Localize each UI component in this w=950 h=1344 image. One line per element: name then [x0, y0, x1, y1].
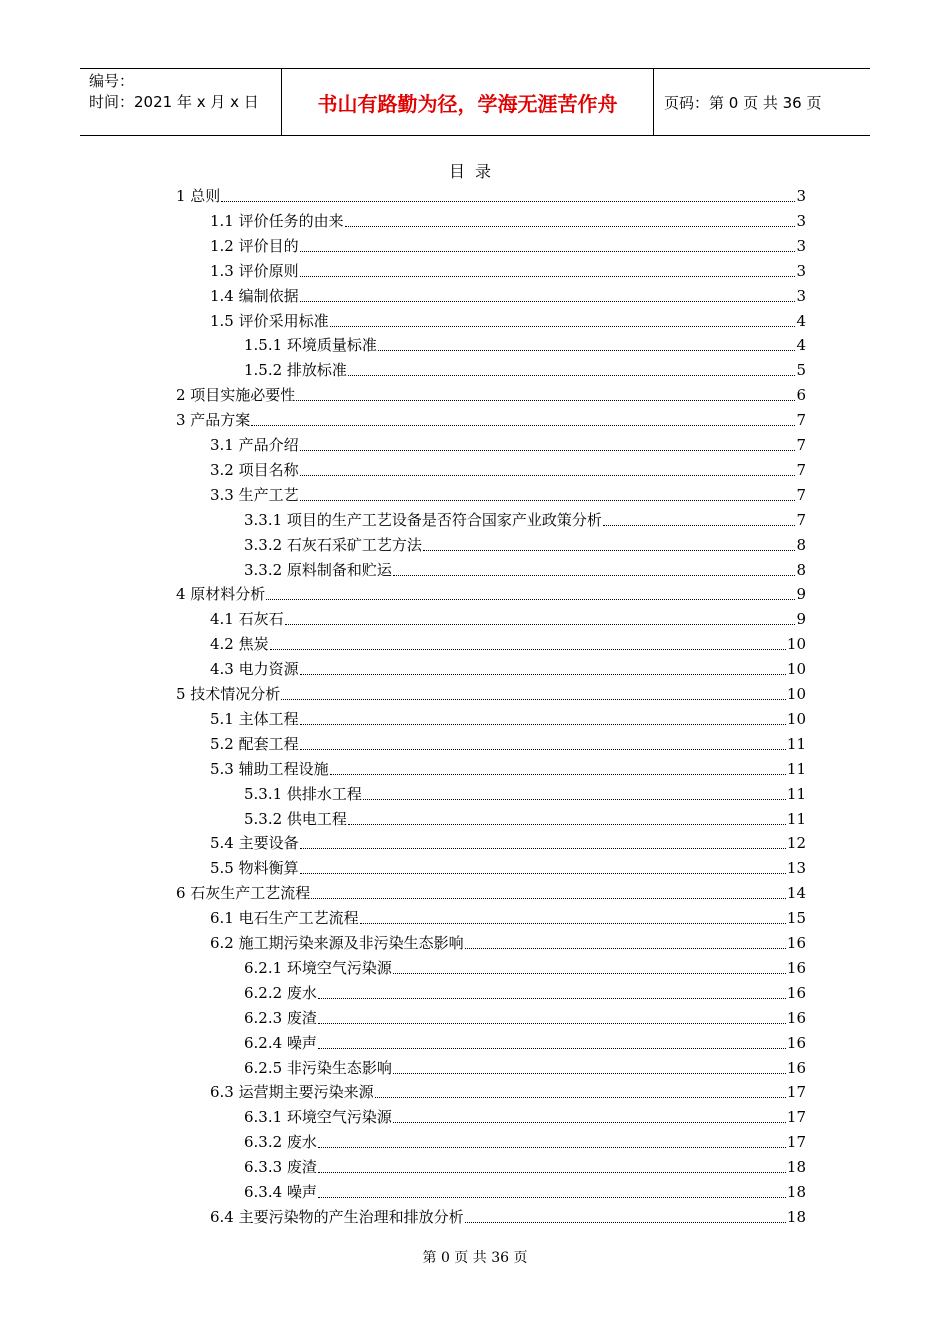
toc-entry[interactable] — [176, 381, 806, 405]
toc-entry[interactable] — [210, 605, 806, 629]
toc-entry-page: 16 — [786, 983, 806, 1002]
page-footer: 第 0 页 共 36 页 — [422, 1250, 528, 1266]
toc-entry-label: 2 项目实施必要性 — [176, 386, 296, 405]
toc-dot-leader — [393, 1122, 786, 1123]
toc-entry[interactable] — [210, 257, 806, 281]
toc-dot-leader — [296, 400, 795, 401]
toc-entry-label: 4 原材料分析 — [176, 585, 266, 604]
toc-entry-page: 8 — [796, 560, 806, 579]
toc-entry[interactable] — [210, 307, 806, 331]
toc-entry-page: 16 — [786, 1033, 806, 1052]
toc-entry[interactable] — [210, 207, 806, 231]
toc-entry-page: 16 — [786, 934, 806, 952]
toc-dot-leader — [300, 500, 796, 501]
toc-dot-leader — [300, 301, 796, 302]
toc-entry[interactable] — [210, 929, 806, 953]
toc-dot-leader — [300, 276, 796, 277]
toc-entry-page: 7 — [796, 460, 806, 479]
toc-entry-page: 7 — [796, 485, 806, 504]
toc-entry-page: 3 — [796, 211, 806, 230]
toc-entry[interactable] — [210, 730, 806, 754]
toc-entry-page: 13 — [786, 859, 806, 878]
toc-entry[interactable] — [244, 1178, 806, 1202]
toc-entry[interactable] — [244, 1054, 806, 1078]
toc-dot-leader — [251, 425, 795, 426]
toc-entry[interactable] — [244, 805, 806, 829]
toc-entry-label: 6.4 主要污染物的产生治理和排放分析 — [210, 1207, 464, 1226]
toc-entry-page: 14 — [786, 884, 806, 903]
toc-entry[interactable] — [210, 431, 806, 455]
toc-entry-label: 3.3.2 原料制备和贮运 — [244, 560, 392, 579]
toc-entry-page: 3 — [796, 261, 806, 280]
toc-entry-label: 4.2 焦炭 — [210, 635, 269, 654]
toc-entry[interactable] — [176, 680, 806, 704]
toc-entry[interactable] — [244, 331, 806, 355]
toc-dot-leader — [603, 525, 796, 526]
toc-dot-leader — [465, 1222, 786, 1223]
toc-entry-page: 3 — [796, 236, 806, 255]
toc-dot-leader — [318, 1023, 786, 1024]
toc-entry[interactable] — [176, 182, 806, 206]
toc-dot-leader — [330, 326, 796, 327]
toc-dot-leader — [393, 973, 786, 974]
toc-entry[interactable] — [176, 879, 806, 903]
toc-dot-leader — [285, 624, 796, 625]
toc-entry-label: 5.3.2 供电工程 — [244, 809, 347, 828]
toc-entry-label: 3.1 产品介绍 — [210, 436, 299, 454]
toc-entry-label: 6.2.4 噪声 — [244, 1033, 317, 1052]
header-motto: 书山有路勤为径，学海无涯苦作舟 — [317, 91, 618, 116]
toc-entry-label: 3.2 项目名称 — [210, 460, 299, 479]
toc-entry-page: 9 — [796, 610, 806, 629]
toc-dot-leader — [281, 699, 786, 700]
toc-dot-leader — [375, 1097, 786, 1098]
toc-entry-page: 10 — [786, 685, 806, 703]
toc-dot-leader — [300, 749, 786, 750]
toc-entry[interactable] — [244, 1128, 806, 1152]
toc-entry-label: 5.2 配套工程 — [210, 734, 299, 753]
toc-entry[interactable] — [210, 655, 806, 679]
toc-entry[interactable] — [244, 954, 806, 978]
toc-dot-leader — [300, 251, 796, 252]
toc-dot-leader — [360, 923, 786, 924]
toc-entry[interactable] — [210, 1203, 806, 1227]
toc-entry-page: 18 — [786, 1183, 806, 1201]
toc-entry[interactable] — [244, 1004, 806, 1028]
toc-dot-leader — [221, 201, 795, 202]
toc-entry-label: 5.3.1 供排水工程 — [244, 784, 362, 803]
toc-dot-leader — [348, 824, 786, 825]
toc-entry-page: 3 — [796, 187, 806, 205]
toc-entry[interactable] — [244, 979, 806, 1003]
toc-entry-page: 17 — [786, 1083, 806, 1102]
toc-entry[interactable] — [244, 506, 806, 530]
toc-entry-label: 6 石灰生产工艺流程 — [176, 884, 311, 903]
toc-entry-label: 6.1 电石生产工艺流程 — [210, 909, 359, 928]
toc-entry-page: 11 — [786, 734, 806, 753]
toc-entry-page: 16 — [786, 958, 806, 977]
toc-entry-page: 11 — [786, 759, 806, 778]
toc-dot-leader — [345, 226, 796, 227]
toc-entry-label: 4.3 电力资源 — [210, 660, 299, 679]
toc-dot-leader — [300, 475, 796, 476]
toc-entry-page: 11 — [786, 809, 806, 828]
toc-entry-page: 16 — [786, 1058, 806, 1077]
toc-entry[interactable] — [244, 556, 806, 580]
toc-entry-page: 4 — [796, 336, 806, 355]
toc-entry-label: 5 技术情况分析 — [176, 685, 281, 703]
toc-entry[interactable] — [210, 705, 806, 729]
toc-entry-page: 6 — [796, 386, 806, 405]
toc-entry-label: 1.5 评价采用标准 — [210, 311, 329, 330]
toc-dot-leader — [378, 350, 796, 351]
toc-title: 目录 — [448, 162, 501, 181]
toc-dot-leader — [266, 599, 795, 600]
toc-dot-leader — [393, 575, 796, 576]
toc-entry-label: 3.3.1 项目的生产工艺设备是否符合国家产业政策分析 — [244, 510, 602, 529]
toc-entry[interactable] — [210, 755, 806, 779]
toc-dot-leader — [300, 450, 796, 451]
toc-entry-label: 6.2.2 废水 — [244, 983, 317, 1002]
header-motto-cell — [281, 69, 654, 135]
toc-dot-leader — [318, 1048, 786, 1049]
toc-entry-label: 5.3 辅助工程设施 — [210, 759, 329, 778]
toc-dot-leader — [363, 799, 786, 800]
toc-entry-label: 5.5 物料衡算 — [210, 859, 299, 878]
toc-entry-label: 3 产品方案 — [176, 411, 251, 430]
toc-dot-leader — [300, 873, 786, 874]
toc-entry-page: 7 — [796, 411, 806, 430]
toc-entry[interactable] — [210, 456, 806, 480]
toc-entry-label: 6.3.3 废渣 — [244, 1158, 317, 1177]
toc-entry-page: 4 — [796, 311, 806, 330]
toc-entry-page: 10 — [786, 660, 806, 679]
toc-dot-leader — [318, 998, 786, 999]
toc-entry-page: 8 — [796, 535, 806, 554]
toc-entry-label: 4.1 石灰石 — [210, 610, 284, 629]
toc-dot-leader — [300, 848, 786, 849]
toc-entry[interactable] — [244, 780, 806, 804]
toc-dot-leader — [330, 774, 786, 775]
toc-entry-label: 1.5.1 环境质量标准 — [244, 336, 377, 355]
toc-entry-label: 3.3.2 石灰石采矿工艺方法 — [244, 535, 422, 554]
toc-entry-page: 11 — [786, 784, 806, 803]
toc-dot-leader — [270, 649, 786, 650]
toc-entry-page: 10 — [786, 709, 806, 728]
toc-entry-label: 3.3 生产工艺 — [210, 485, 299, 504]
toc-entry[interactable] — [210, 854, 806, 878]
toc-entry-label: 1.4 编制依据 — [210, 286, 299, 305]
toc-dot-leader — [423, 550, 796, 551]
toc-entry[interactable] — [210, 282, 806, 306]
toc-entry-label: 1.5.2 排放标准 — [244, 361, 347, 380]
toc-entry-label: 1.3 评价原则 — [210, 261, 299, 280]
toc-entry-label: 6.3.2 废水 — [244, 1133, 317, 1152]
toc-entry-page: 10 — [786, 635, 806, 654]
toc-entry-page: 7 — [796, 436, 806, 454]
toc-entry-label: 6.2.3 废渣 — [244, 1008, 317, 1027]
toc-dot-leader — [300, 674, 786, 675]
toc-entry[interactable] — [210, 481, 806, 505]
toc-entry[interactable] — [176, 580, 806, 604]
toc-entry-label: 6.2.5 非污染生态影响 — [244, 1058, 392, 1077]
header-page-info-cell — [654, 69, 870, 135]
toc-entry[interactable] — [244, 356, 806, 380]
toc-entry[interactable] — [244, 1029, 806, 1053]
toc-entry-label: 6.2 施工期污染来源及非污染生态影响 — [210, 934, 464, 952]
toc-entry-label: 6.3.4 噪声 — [244, 1183, 317, 1201]
toc-dot-leader — [318, 1147, 786, 1148]
toc-entry-page: 5 — [796, 361, 806, 380]
toc-entry[interactable] — [244, 1153, 806, 1177]
toc-entry-page: 12 — [786, 834, 806, 853]
toc-entry-label: 6.3.1 环境空气污染源 — [244, 1108, 392, 1127]
toc-entry-label: 1.2 评价目的 — [210, 236, 299, 255]
toc-dot-leader — [348, 375, 796, 376]
toc-entry-label: 5.1 主体工程 — [210, 709, 299, 728]
header-page-info: 页码：第 0 页 共 36 页 — [664, 93, 822, 112]
toc-entry[interactable] — [244, 531, 806, 555]
toc-dot-leader — [393, 1073, 786, 1074]
toc-entry-page: 16 — [786, 1008, 806, 1027]
toc-entry-page: 7 — [796, 510, 806, 529]
toc-entry-page: 17 — [786, 1133, 806, 1152]
doc-time-label: 时间：2021 年 x 月 x 日 — [89, 93, 259, 111]
toc-dot-leader — [318, 1172, 786, 1173]
toc-dot-leader — [311, 898, 786, 899]
toc-dot-leader — [318, 1197, 786, 1198]
toc-entry-page: 18 — [786, 1207, 806, 1226]
toc-entry-page: 18 — [786, 1158, 806, 1177]
toc-entry[interactable] — [210, 630, 806, 654]
toc-entry[interactable] — [244, 1103, 806, 1127]
toc-entry-page: 9 — [796, 585, 806, 604]
toc-entry[interactable] — [176, 406, 806, 430]
toc-entry-label: 5.4 主要设备 — [210, 834, 299, 853]
toc-entry[interactable] — [210, 1078, 806, 1102]
doc-number-label: 编号： — [89, 72, 135, 90]
toc-entry-page: 17 — [786, 1108, 806, 1127]
toc-entry-page: 3 — [796, 286, 806, 305]
toc-entry-label: 1.1 评价任务的由来 — [210, 211, 344, 230]
toc-entry-label: 6.3 运营期主要污染来源 — [210, 1083, 374, 1102]
page-header — [80, 68, 870, 136]
toc-dot-leader — [465, 948, 786, 949]
toc-entry[interactable] — [210, 829, 806, 853]
toc-dot-leader — [300, 724, 786, 725]
header-meta — [80, 69, 281, 135]
toc-entry-page: 15 — [786, 909, 806, 928]
toc-entry-label: 6.2.1 环境空气污染源 — [244, 958, 392, 977]
toc-entry[interactable] — [210, 904, 806, 928]
toc-entry-label: 1 总则 — [176, 187, 221, 205]
toc-entry[interactable] — [210, 232, 806, 256]
